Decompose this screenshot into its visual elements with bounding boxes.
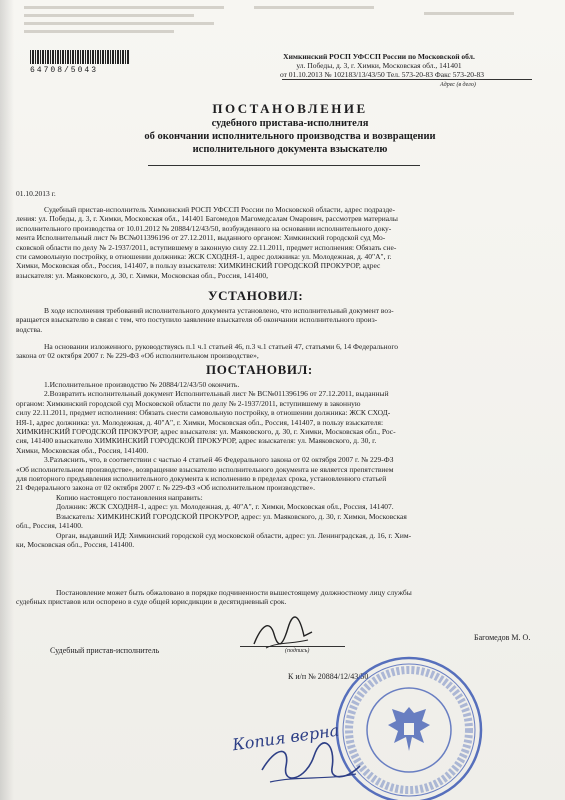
previous-page-bleed: [0, 0, 565, 38]
eagle-emblem-icon: [388, 707, 430, 751]
title-line-4: исполнительного документа взыскателю: [192, 144, 388, 155]
basis-paragraph: [16, 342, 544, 361]
scan-edge-shadow: [0, 0, 14, 800]
copy-issuer-line: ки, Московская обл., Россия, 141400.: [16, 539, 135, 549]
intro-line: сковской области по делу № 2-1937/2011, вступившему в законную силу 22.11.2011, предмет исполнения: Обязать сне-: [16, 242, 397, 252]
appeal-paragraph: [16, 588, 544, 607]
signature-caption: (подпись): [285, 648, 310, 654]
signer-role: Судебный пристав-исполнитель: [50, 646, 160, 655]
title-line-2: судебного пристава-исполнителя: [211, 118, 369, 129]
decided-item-3-line: для повторного предъявления исполнительного документа к исполнению в пределах срока, установленного статьей: [16, 474, 387, 484]
intro-paragraph: [16, 205, 544, 280]
found-paragraph: [16, 306, 544, 334]
intro-line: Химки, Московская обл., Россия, 141407, в пользу взыскателя: ХИМКИНСКИЙ ГОРОДСКОЙ ПРОКУРОР, адрес: [16, 261, 381, 271]
decided-item-1: 1.Исполнительное производство № 20884/12/43/50 окончить.: [44, 380, 240, 389]
found-line: В ходе исполнения требований исполнительного документа установлено, что исполнительный документ воз-: [44, 306, 394, 315]
address-ref: Адрес (в дело): [440, 82, 476, 88]
appeal-line: Постановление может быть обжаловано в порядке подчиненности вышестоящему должностному лицу службы: [56, 588, 412, 597]
office-address: ул. Победы, д. 3, г. Химки, Московская обл., 141401: [296, 61, 462, 70]
certified-copy-handwriting: Копия верна: [231, 720, 341, 755]
basis-line: закона от 02 октября 2007 г. № 229-ФЗ «Об исполнительном производстве»,: [16, 351, 259, 361]
decided-item-3-line: 21 Федерального закона от 02 октября 2007 г. № 229-ФЗ «Об исполнительном производстве».: [16, 483, 316, 493]
decided-item-2-line: ХИМКИНСКИЙ ГОРОДСКОЙ ПРОКУРОР, адрес взыскателя: ул. Маяковского, д. 30, г. Химки, Московская обл., Рос-: [16, 427, 396, 437]
intro-line: сти самовольную постройку, в отношении должника: ЖСК СХОДНЯ-1, адрес должника: ул. Молодежная, д. 40"А", г.: [16, 252, 392, 262]
document-title: [110, 101, 470, 156]
decided-item-2-line: Химки, Московская обл., Россия, 141400.: [16, 445, 149, 455]
found-line: водства.: [16, 324, 43, 334]
decided-item-2-line: органом: Химкинский городской суд Московской области по делу № 2-1937/2011, вступившему в законную: [16, 398, 361, 408]
copy-claimant-line: Взыскатель: ХИМКИНСКИЙ ГОРОДСКОЙ ПРОКУРОР, адрес: ул. Маяковского, д. 30, г. Химки, Московская: [56, 511, 407, 521]
title-main: ПОСТАНОВЛЕНИЕ: [212, 101, 368, 116]
title-underline: [148, 165, 420, 166]
decided-item-2-line: силу 22.11.2011, предмет исполнения: Обязать снести самовольную постройку, в отношении должника: ЖСК СХОД-: [16, 408, 391, 418]
found-line: вращается взыскателю в связи с тем, что поступило заявление взыскателя об окончании исполнительного произ-: [16, 315, 378, 325]
decided-paragraphs: [16, 380, 544, 549]
intro-line: ления: ул. Победы, д. 3, г. Химки, Московская обл., 141401 Багомедов Магомедсалам Омарович, рассмотрев материалы: [16, 214, 398, 224]
copy-claimant-line: обл., Россия, 141400.: [16, 521, 83, 531]
appeal-line: судебных приставов или оспорено в суде общей юрисдикции в десятидневный срок.: [16, 597, 287, 607]
heading-found: УСТАНОВИЛ:: [208, 288, 304, 303]
barcode-number: 64708/5043: [30, 66, 99, 75]
document-date: 01.10.2013 г.: [16, 189, 56, 198]
intro-line: мента Исполнительный лист № ВС№011396196 от 27.12.2011, выданного органом: Химкинский городской суд Мо-: [16, 233, 386, 243]
intro-line: взыскателя: ул. Маяковского, д. 30, г. Химки, Московская обл., Россия, 141400,: [16, 270, 268, 280]
intro-line: Судебный пристав-исполнитель Химкинский РОСП УФССП России по Московской области, адрес подразде-: [44, 205, 395, 214]
barcode: [30, 50, 130, 64]
copy-issuer-line: Орган, выдавший ИД: Химкинский городской суд московской области, адрес: ул. Ленинградская, д. 16, г. Хим-: [56, 530, 412, 540]
office-header: [224, 52, 534, 79]
basis-line: На основании изложенного, руководствуясь п.1 ч.1 статьей 46, п.3 ч.1 статьей 47, статьями 6, 14 Федерального: [44, 342, 399, 351]
header-underline: [282, 79, 532, 80]
intro-line: исполнительного производства от 10.01.2012 № 20884/12/43/50, возбужденного на основании исполнительного доку-: [16, 223, 392, 233]
signer-name: Багомедов М. О.: [474, 633, 531, 642]
office-name: Химкинский РОСП УФССП России по Московской обл.: [283, 52, 475, 61]
decided-item-2-line: сия, 141400 взыскателю ХИМКИНСКИЙ ГОРОДСКОЙ ПРОКУРОР, адрес взыскателя: ул. Маяковского, д. 30, г.: [16, 436, 377, 446]
decided-item-2-line: НЯ-1, адрес должника: ул. Молодежная, д. 40"А", г. Химки, Московская обл., Россия, 141407, в пользу взыскателя:: [16, 417, 384, 427]
outgoing-number: от 01.10.2013 № 102183/13/43/50 Тел. 573-20-83 Факс 573-20-83: [280, 70, 484, 79]
case-reference: К и/п № 20884/12/43/50: [288, 672, 369, 681]
faded-text-bleed: [24, 2, 544, 36]
copy-debtor: Должник: ЖСК СХОДНЯ-1, адрес: ул. Молодежная, д. 40"А", г. Химки, Московская обл., Россия, 141407.: [56, 502, 394, 512]
decided-item-3-line: 3.Разъяснить, что, в соответствии с частью 4 статьей 46 Федерального закона от 02 октября 2007 г. № 229-ФЗ: [44, 455, 394, 465]
decided-item-2-line: 2.Возвратить исполнительный документ Исполнительный лист № ВС№011396196 от 27.12.2011, выданный: [44, 389, 389, 399]
heading-decided: ПОСТАНОВИЛ:: [206, 362, 313, 377]
title-line-3: об окончании исполнительного производства и возвращении: [144, 131, 436, 142]
certifying-signature: [256, 740, 366, 790]
bailiff-signature: [248, 614, 318, 654]
copies-heading: Копию настоящего постановления направить:: [56, 492, 203, 502]
decided-item-3-line: «Об исполнительном производстве», возвращение взыскателю исполнительного документа не является препятствием: [16, 464, 394, 474]
